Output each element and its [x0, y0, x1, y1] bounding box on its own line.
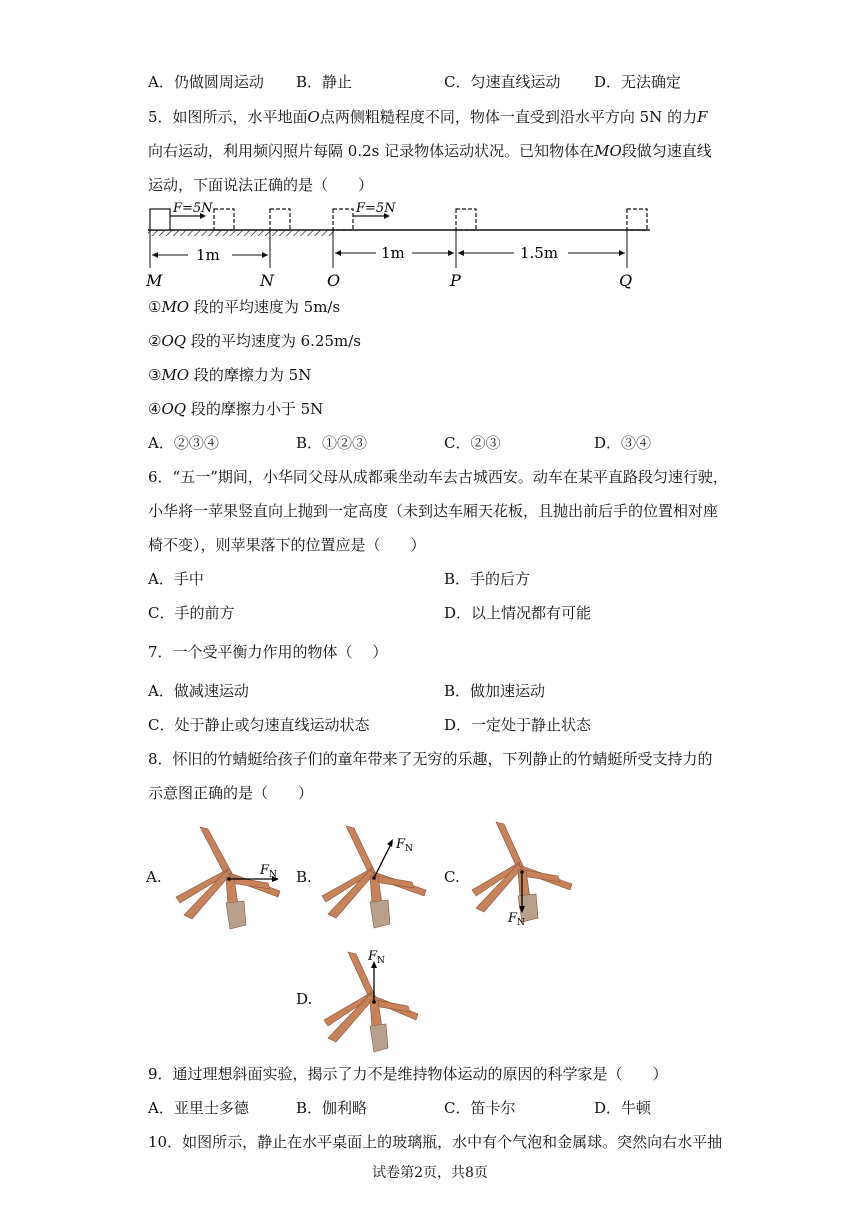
q6-options-row2: [0, 603, 860, 623]
q10-stem-line1: 10．如图所示，静止在水平桌面上的玻璃瓶，水中有个气泡和金属球。突然向右水平抽: [148, 1133, 723, 1151]
q9-option-d[interactable]: D．牛顿: [594, 1099, 652, 1117]
q5-statement-2: ②OQ 段的平均速度为 6.25m/s: [148, 332, 361, 350]
q5-stem-line2: 向右运动，利用频闪照片每隔 0.2s 记录物体运动状况。已知物体在MO段做匀速直线: [148, 142, 712, 160]
q6-options-row1: [0, 569, 860, 589]
q5-option-d[interactable]: D．③④: [594, 434, 652, 452]
q8-dragonfly-b[interactable]: [318, 822, 448, 932]
q4-option-c[interactable]: C．匀速直线运动: [444, 73, 561, 91]
q6-stem-line2: 小华将一苹果竖直向上抛到一定高度（未到达车厢天花板，且抛出前后手的位置相对座: [148, 502, 719, 520]
force-fn-label-b: $F_N$: [396, 837, 413, 854]
q4-option-b[interactable]: B．静止: [296, 73, 353, 91]
q9-option-a[interactable]: A．亚里士多德: [148, 1099, 249, 1117]
rough-surface-hatch: [148, 230, 334, 236]
q7-option-d[interactable]: D．一定处于静止状态: [444, 716, 592, 734]
q4-option-d[interactable]: D．无法确定: [594, 73, 682, 91]
q8-stem-line2: 示意图正确的是（ ）: [148, 784, 314, 802]
q7-options-row1: [0, 681, 860, 701]
q5-stem-line1: 5．如图所示，水平地面O点两侧粗糙程度不同，物体一直受到沿水平方向 5N 的力F: [148, 108, 708, 126]
q8-dragonfly-d[interactable]: [318, 946, 428, 1056]
block-p: [456, 209, 476, 230]
q9-option-b[interactable]: B．伽利略: [296, 1099, 368, 1117]
q5-option-c[interactable]: C．②③: [444, 434, 501, 452]
dim-pq-label: 1.5m: [520, 244, 559, 262]
q7-options-row2: [0, 715, 860, 735]
point-o: O: [327, 271, 341, 290]
q6-option-d[interactable]: D．以上情况都有可能: [444, 604, 592, 622]
q5-option-b[interactable]: B．①②③: [296, 434, 368, 452]
q5-motion-diagram: [140, 198, 660, 294]
dim-mn-label: 1m: [196, 246, 220, 264]
block-o: [333, 209, 353, 230]
q9-options: [0, 1098, 860, 1118]
force-fn-label-a: $F_N$: [260, 863, 277, 880]
q8-option-d-label[interactable]: D.: [296, 990, 313, 1008]
q8-option-a-label[interactable]: A.: [146, 868, 162, 886]
q9-option-c[interactable]: C．笛卡尔: [444, 1099, 516, 1117]
q5-statement-3: ③MO 段的摩擦力为 5N: [148, 366, 312, 384]
q6-option-c[interactable]: C．手的前方: [148, 604, 235, 622]
block-2: [214, 209, 234, 230]
q6-option-a[interactable]: A．手中: [148, 570, 204, 588]
force-label-2: F=5N: [356, 201, 396, 216]
q5-stem-line3: 运动，下面说法正确的是（ ）: [148, 176, 374, 194]
point-q: Q: [619, 271, 633, 290]
q6-stem-line3: 椅不变），则苹果落下的位置应是（ ）: [148, 536, 426, 554]
q6-option-b[interactable]: B．手的后方: [444, 570, 531, 588]
point-n: N: [260, 271, 274, 290]
q7-option-b[interactable]: B．做加速运动: [444, 682, 546, 700]
page-footer: 试卷第2页，共8页: [372, 1165, 488, 1181]
q7-stem-line1: 7．一个受平衡力作用的物体（ ）: [148, 643, 388, 661]
q6-stem-line1: 6．“五一”期间，小华同父母从成都乘坐动车去古城西安。动车在某平直路段匀速行驶，: [148, 468, 728, 486]
q5-option-a[interactable]: A．②③④: [148, 434, 219, 452]
q8-option-b-label[interactable]: B.: [296, 868, 312, 886]
q7-option-c[interactable]: C．处于静止或匀速直线运动状态: [148, 716, 370, 734]
block-m: [150, 209, 170, 230]
q7-option-a[interactable]: A．做减速运动: [148, 682, 249, 700]
q5-statement-4: ④OQ 段的摩擦力小于 5N: [148, 400, 324, 418]
dim-op-label: 1m: [381, 244, 405, 262]
dragonfly-d-shape: [324, 952, 418, 1052]
q5-statement-1: ①MO 段的平均速度为 5m/s: [148, 298, 341, 316]
block-q: [627, 209, 647, 230]
q9-stem-line1: 9．通过理想斜面实验，揭示了力不是维持物体运动的原因的科学家是（ ）: [148, 1065, 668, 1083]
force-fn-label-c: $F_N$: [508, 911, 525, 928]
q5-options: [0, 433, 860, 453]
q8-dragonfly-c[interactable]: [468, 818, 588, 933]
point-p: P: [450, 271, 461, 290]
point-m: M: [146, 271, 163, 290]
q8-stem-line1: 8．怀旧的竹蜻蜓给孩子们的童年带来了无穷的乐趣，下列静止的竹蜻蜓所受支持力的: [148, 750, 713, 768]
q8-dragonfly-a[interactable]: [172, 825, 292, 935]
q8-option-c-label[interactable]: C.: [444, 868, 460, 886]
force-label-1: F=5N: [173, 201, 213, 216]
force-fn-label-d: $F_N$: [368, 949, 385, 966]
block-n: [270, 209, 290, 230]
q4-options: [0, 72, 860, 92]
q4-option-a[interactable]: A．仍做圆周运动: [148, 73, 264, 91]
